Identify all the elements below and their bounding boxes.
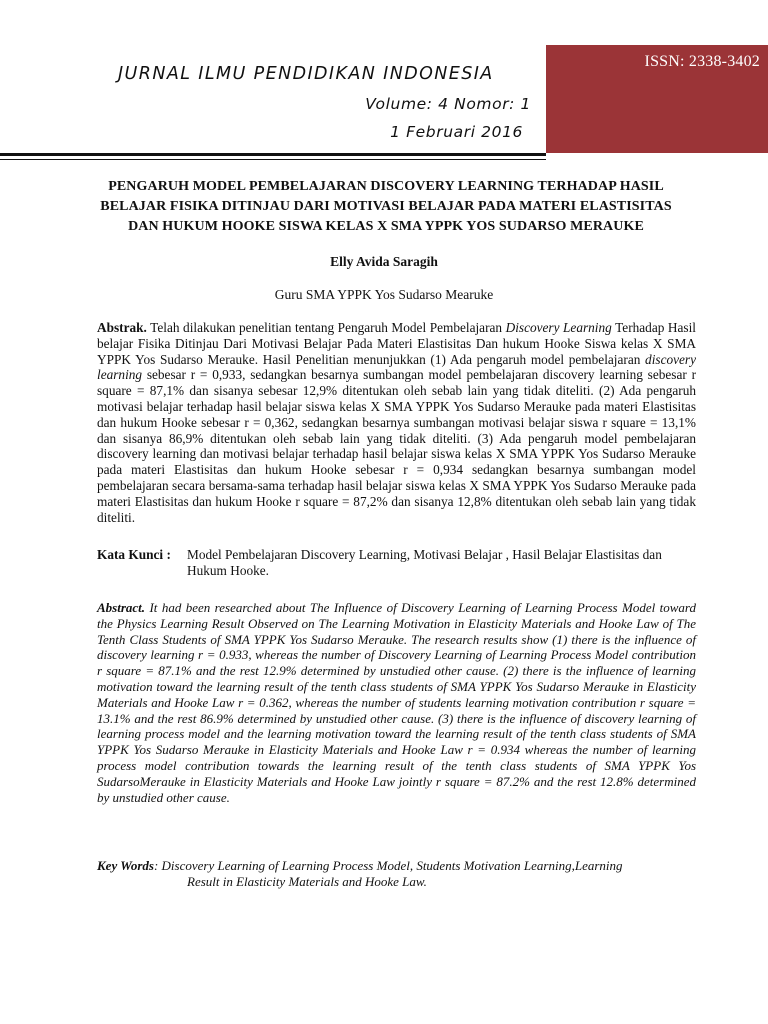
abstract-emphasis: Discovery Learning <box>505 320 612 335</box>
paper-title-line: BELAJAR FISIKA DITINJAU DARI MOTIVASI BELAJAR PADA MATERI ELASTISITAS <box>100 199 672 214</box>
header-rule-thin <box>0 159 546 160</box>
abstract-text: Terhadap Hasil belajar Fisika Ditinjau Dari Motivasi Belajar Pada Materi Elastisitas Dan hukum Hooke Siswa kelas X SMA YPPK Yos Sudarso Merauke. Hasil Penelitian menunjukkan (1) Ada pengaruh model pembelajaran <box>97 320 696 367</box>
keywords-label: Key Words <box>97 858 154 873</box>
paper-title <box>60 177 712 237</box>
author-name: Elly Avida Saragih <box>330 254 438 269</box>
keywords-text: : Discovery Learning of Learning Process Model, Students Motivation Learning,Learning <box>153 858 623 873</box>
abstract-text: It had been researched about The Influence of Discovery Learning of Learning Process Model toward the Physics Learning Result Observed on The Learning Motivation in Elasticity Materials and Hooke Law of The Tenth Class Students of SMA YPPK Yos Sudarso Merauke. The research results show (1) there is the influence of discovery learning r = 0.933, whereas the number of Discovery Learning of Learning Process Model contribution r square = 87.1% and the rest 12.9% determined by unstudied other cause. (2) there is the influence of learning motivation toward the learning result of the tenth class students of SMA YPPK Yos Sudarso Merauke in Elasticity Materials and Hooke Law r = 0.362, whereas the number of students learning motivation contribution r square = 13.1% and the rest 86.9% determined by unstudied other cause. (3) there is the influence of discovery learning of learning process model and the learning motivation toward the learning result of the tenth class students of SMA YPPK Yos Sudarso Merauke in Elasticity Materials and Hooke Law r = 0.934 whereas the number of learning process model contribution towards the learning result of the tenth class students of SMA YPPK Yos SudarsoMerauke in Elasticity Materials and Hooke Law jointly r square = 87.2% and the rest 12.8% determined by unstudied other cause. <box>97 600 696 805</box>
abstract-emphasis: discovery learning <box>97 351 696 383</box>
journal-name: JURNAL ILMU PENDIDIKAN INDONESIA <box>118 64 494 84</box>
issn-banner <box>546 45 768 153</box>
abstract-indonesian <box>97 320 696 525</box>
abstract-text: Telah dilakukan penelitian tentang Pengaruh Model Pembelajaran <box>146 320 506 335</box>
journal-volume: Volume: 4 Nomor: 1 <box>365 95 531 113</box>
keywords-text: Model Pembelajaran Discovery Learning, Motivasi Belajar , Hasil Belajar Elastisitas dan Hukum Hooke. <box>187 547 662 578</box>
paper-title-line: PENGARUH MODEL PEMBELAJARAN DISCOVERY LEARNING TERHADAP HASIL <box>108 179 664 194</box>
abstract-text: sebesar r = 0,933, sedangkan besarnya sumbangan model pembelajaran discovery learning sebesar r square = 87,1% dan sisanya sebesar 12,9% ditentukan oleh sebab lain yang tidak diteliti. (2) Ada pengaruh motivasi belajar terhadap hasil belajar siswa kelas X SMA YPPK Yos Sudarso Merauke pada materi Elastisitas dan hukum Hooke sebesar r = 0,362, sedangkan besarnya sumbangan motivasi belajar siswa r square = 13,1% dan sisanya 86,9% ditentukan oleh sebab lain yang tidak diteliti. (3) Ada pengaruh model pembelajaran discovery learning dan motivasi belajar terhadap hasil belajar siswa kelas X SMA YPPK Yos Sudarso Merauke pada materi Elastisitas dan hukum Hooke sebesar r = 0,934 sedangkan besarnya sumbangan model pembelajaran secara bersama-sama terhadap hasil belajar siswa kelas X SMA YPPK Yos Sudarso Merauke pada materi Elastisitas dan hukum Hooke r square = 87,2% dan sisanya 12,8% ditentukan oleh sebab lain yang tidak diteliti. <box>97 367 696 525</box>
author-affiliation: Guru SMA YPPK Yos Sudarso Mearuke <box>274 287 494 302</box>
abstract-label: Abstract. <box>97 600 146 615</box>
keywords-text: Result in Elasticity Materials and Hooke Law. <box>187 874 427 889</box>
journal-date: 1 Februari 2016 <box>390 123 523 141</box>
keywords-label: Kata Kunci : <box>97 547 171 562</box>
abstract-label: Abstrak. <box>97 320 147 335</box>
issn-number: ISSN: 2338-3402 <box>644 53 760 70</box>
paper-title-line: DAN HUKUM HOOKE SISWA KELAS X SMA YPPK YOS SUDARSO MERAUKE <box>128 219 644 234</box>
abstract-english <box>97 600 696 805</box>
header-rule-thick <box>0 153 546 156</box>
keywords-english <box>97 858 697 890</box>
